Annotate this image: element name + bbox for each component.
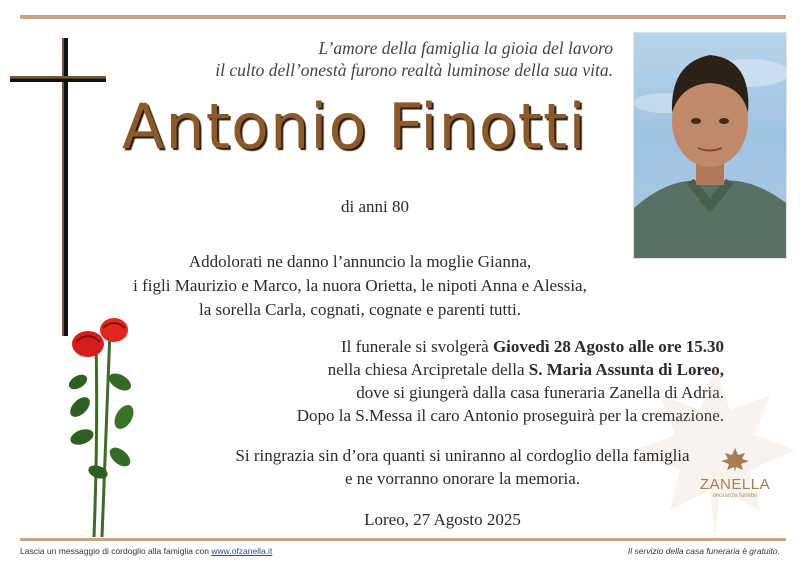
quote-line-1: L’amore della famiglia la gioia del lavoro [318, 38, 613, 58]
bottom-divider [20, 538, 786, 541]
announcement-line-2: i figli Maurizio e Marco, la nuora Orietta, le nipoti Anna e Alessia, [133, 276, 587, 295]
funeral-datetime: Giovedì 28 Agosto alle ore 15.30 [492, 337, 724, 356]
church-name: S. Maria Assunta di Loreo, [528, 360, 724, 379]
thanks-line-2: e ne vorranno onorare la memoria. [344, 469, 581, 488]
epitaph-quote [215, 37, 613, 81]
place-date: Loreo, 27 Agosto 2025 [364, 510, 521, 529]
service-note-text: Il servizio della casa funeraria è gratuito. [627, 546, 780, 556]
funeral-intro: Il funerale si svolgerà [340, 337, 493, 356]
deceased-age: di anni 80 [341, 197, 409, 216]
funeral-line-1 [297, 335, 724, 358]
thanks-line-1: Si ringrazia sin d’ora quanti si uniranno al cordoglio della famiglia [235, 446, 690, 465]
roses-icon [58, 312, 148, 542]
deceased-name: Antonio Finotti [122, 90, 587, 163]
funeral-line-4: Dopo la S.Messa il caro Antonio proseguirà per la cremazione. [296, 406, 724, 425]
announcement-line-3: la sorella Carla, cognati, cognate e parenti tutti. [199, 300, 521, 319]
footer-text: Lascia un messaggio di cordoglio alla famiglia con [20, 546, 212, 556]
announcement [80, 250, 640, 322]
church-intro: nella chiesa Arcipretale della [327, 360, 529, 379]
footer-message [20, 546, 272, 556]
portrait-photo [634, 33, 786, 258]
logo-brand: ZANELLA [699, 476, 771, 493]
announcement-line-1: Addolorati ne danno l’annuncio la moglie Gianna, [188, 252, 532, 271]
logo-leaf-icon [720, 447, 750, 473]
zanella-logo [690, 447, 780, 499]
website-link[interactable]: www.ofzanella.it [211, 546, 273, 556]
quote-line-2: il culto dell’onestà furono realtà luminose della sua vita. [215, 60, 613, 80]
top-divider [20, 15, 786, 19]
funeral-line-3: dove si giungerà dalla casa funeraria Zanella di Adria. [356, 383, 724, 402]
thanks [170, 444, 755, 490]
footer-service-note [628, 546, 780, 556]
logo-tagline: onoranze funebri [712, 493, 758, 499]
